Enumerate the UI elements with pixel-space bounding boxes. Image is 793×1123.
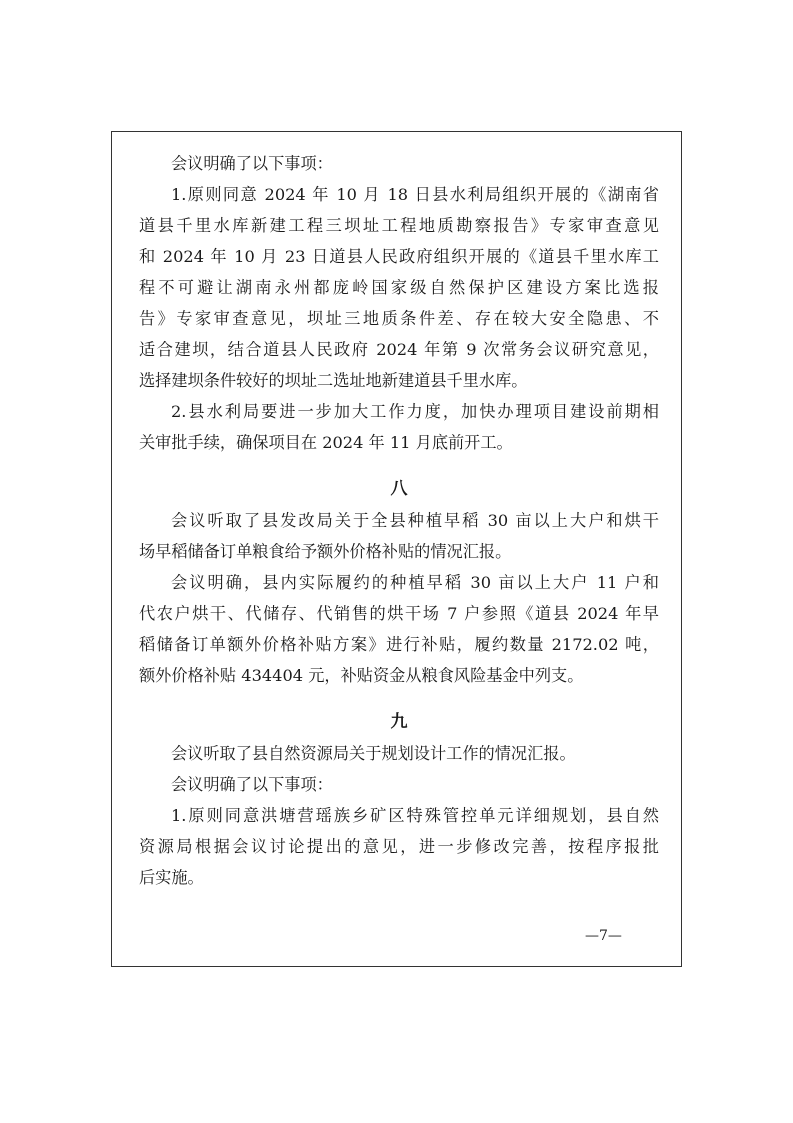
- paragraph-line: 和 2024 年 10 月 23 日道县人民政府组织开展的《道县千里水库工: [139, 247, 659, 266]
- paragraph-line: 选择建坝条件较好的坝址二选址地新建道县千里水库。: [139, 371, 528, 390]
- paragraph-line: 2.县水利局要进一步加大工作力度，加快办理项目建设前期相: [171, 402, 659, 421]
- paragraph-line: 后实施。: [139, 868, 204, 887]
- paragraph-line: 程不可避让湖南永州都庞岭国家级自然保护区建设方案比选报: [139, 278, 659, 297]
- section9-item1: [139, 800, 659, 893]
- paragraph-line: 适合建坝，结合道县人民政府 2024 年第 9 次常务会议研究意见，: [139, 340, 659, 359]
- paragraph-line: 道县千里水库新建工程三坝址工程地质勘察报告》专家审查意见: [139, 216, 659, 235]
- section8-para1: [139, 505, 659, 567]
- paragraph-line: 会议明确，县内实际履约的种植早稻 30 亩以上大户 11 户和: [171, 573, 659, 592]
- section-gap: [139, 458, 659, 474]
- section8-heading: 八: [390, 479, 408, 499]
- paragraph-line: 额外价格补贴 434404 元，补贴资金从粮食风险基金中列支。: [139, 666, 584, 685]
- section-gap: [139, 691, 659, 707]
- paragraph-line: 稻储备订单额外价格补贴方案》进行补贴，履约数量 2172.02 吨，: [139, 635, 659, 654]
- paragraph-line: 1.原则同意洪塘营瑶族乡矿区特殊管控单元详细规划，县自然: [171, 806, 659, 825]
- section9-heading: 九: [390, 712, 408, 732]
- paragraph-line: 场早稻储备订单粮食给予额外价格补贴的情况汇报。: [139, 542, 512, 561]
- section7-item1: [139, 179, 659, 396]
- page-number: —7—: [585, 928, 622, 944]
- section7-item2: [139, 396, 659, 458]
- paragraph-line: 资源局根据会议讨论提出的意见，进一步修改完善，按程序报批: [139, 837, 659, 856]
- paragraph-line: 1.原则同意 2024 年 10 月 18 日县水利局组织开展的《湖南省: [171, 185, 659, 204]
- document-body: [139, 148, 659, 893]
- section9-para2: 会议明确了以下事项：: [171, 775, 333, 794]
- section8-para2: [139, 567, 659, 691]
- paragraph-line: 代农户烘干、代储存、代销售的烘干场 7 户参照《道县 2024 年早: [139, 604, 659, 623]
- section7-intro: 会议明确了以下事项：: [171, 154, 333, 173]
- paragraph-line: 关审批手续，确保项目在 2024 年 11 月底前开工。: [139, 433, 513, 452]
- paragraph-line: 告》专家审查意见，坝址三地质条件差、存在较大安全隐患、不: [139, 309, 659, 328]
- section9-para1: 会议听取了县自然资源局关于规划设计工作的情况汇报。: [171, 744, 576, 763]
- paragraph-line: 会议听取了县发改局关于全县种植早稻 30 亩以上大户和烘干: [171, 511, 659, 530]
